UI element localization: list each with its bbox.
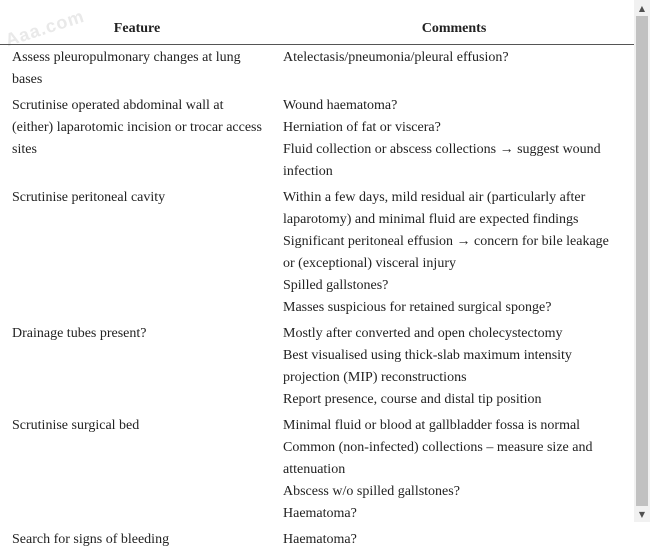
comment-line: Common (non-infected) collections – measure size and attenuation xyxy=(283,440,593,477)
comment-line: Atelectasis/pneumonia/pleural effusion? xyxy=(283,50,509,65)
comment-line: Within a few days, mild residual air (particularly after laparotomy) and minimal fluid are expected findings xyxy=(283,190,586,227)
comment-line: Fluid collection or abscess collections → suggest wound infection xyxy=(283,142,601,179)
comment-line: Significant peritoneal effusion → concern for bile leakage or (exceptional) visceral injury xyxy=(283,234,609,271)
comment-line: Herniation of fat or viscera? xyxy=(283,120,441,135)
comment-line: Abscess w/o spilled gallstones? xyxy=(283,484,460,499)
comment-line: Spilled gallstones? xyxy=(283,278,389,293)
comment-line: Masses suspicious for retained surgical sponge? xyxy=(283,300,552,315)
comment-line: Mostly after converted and open cholecystectomy xyxy=(283,326,563,341)
feature-cell: Search for signs of bleeding xyxy=(12,532,170,547)
watermark: Aaa.com xyxy=(2,5,87,51)
comment-line: Wound haematoma? xyxy=(283,98,398,113)
feature-comments-table xyxy=(0,14,634,553)
feature-cell: Drainage tubes present? xyxy=(12,326,147,341)
table-row xyxy=(0,527,634,553)
scroll-up-arrow-icon[interactable]: ▲ xyxy=(638,3,646,13)
comment-line: Best visualised using thick-slab maximum intensity projection (MIP) reconstructions xyxy=(283,348,572,385)
comment-line: Minimal fluid or blood at gallbladder fossa is normal xyxy=(283,418,581,433)
vertical-scrollbar[interactable] xyxy=(634,0,650,522)
table-row xyxy=(0,413,634,527)
table-row xyxy=(0,93,634,185)
comments-cell xyxy=(274,185,634,321)
comments-cell xyxy=(274,527,634,553)
comments-cell xyxy=(274,93,634,185)
comments-cell xyxy=(274,413,634,527)
comments-cell xyxy=(274,45,634,94)
comment-line: Haematoma? xyxy=(283,506,357,521)
comment-line: Haematoma? xyxy=(283,532,357,547)
comments-cell xyxy=(274,321,634,413)
feature-cell: Assess pleuropulmonary changes at lung bases xyxy=(12,50,241,87)
comment-line: Report presence, course and distal tip position xyxy=(283,392,542,407)
feature-cell: Scrutinise surgical bed xyxy=(12,418,140,433)
header-comments: Comments xyxy=(274,14,634,45)
scrollbar-thumb[interactable] xyxy=(636,16,648,506)
table-row xyxy=(0,321,634,413)
table-row xyxy=(0,45,634,94)
header-feature: Feature xyxy=(0,14,274,45)
feature-cell: Scrutinise peritoneal cavity xyxy=(12,190,166,205)
table-row xyxy=(0,185,634,321)
scroll-down-arrow-icon[interactable]: ▼ xyxy=(638,509,646,519)
table-header-row xyxy=(0,14,634,45)
feature-cell: Scrutinise operated abdominal wall at (either) laparotomic incision or trocar access sites xyxy=(12,98,262,157)
